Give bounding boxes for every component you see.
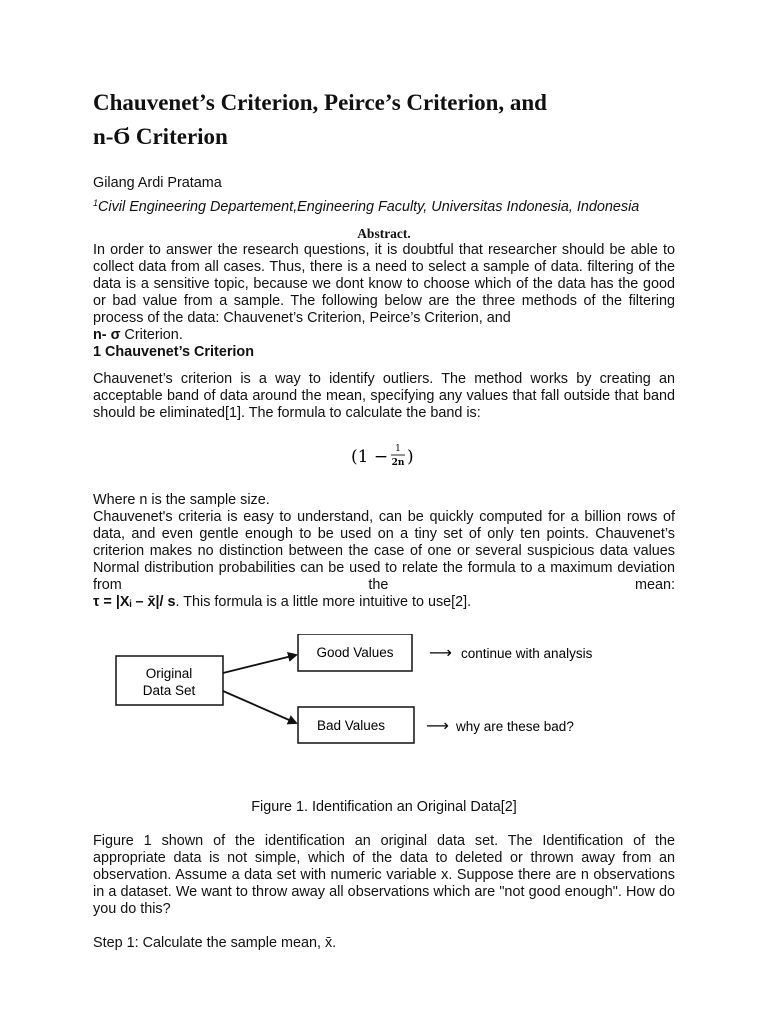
band-formula-graphic — [349, 436, 419, 476]
affiliation-superscript: 1 — [93, 198, 99, 208]
paragraph-3: Figure 1 shown of the identification an original data set. The Identification of the appropriate data is not simple, which of the data to deleted or thrown away from an observation. Assume a data set with numeric variable x. Suppose there are n observations in a dataset. We want to throw away all observations which are "not good enough". How do you do this? — [93, 833, 675, 917]
arrow-to-good-values — [223, 655, 296, 673]
paper-title — [93, 86, 675, 154]
arrow-to-bad-values — [223, 691, 296, 723]
affiliation-text: Civil Engineering Departement,Engineering Faculty, Universitas Indonesia, Indonesia — [98, 199, 640, 215]
abstract-n-sigma: n- σ — [93, 327, 121, 343]
document-page — [93, 86, 675, 952]
formula-denominator: 2n — [391, 458, 405, 468]
formula-open: (1 − — [351, 447, 389, 467]
bad-values-note: why are these bad? — [456, 719, 574, 734]
title-line-2: n-Ϭ Criterion — [93, 124, 228, 149]
abstract-heading: Abstract. — [357, 226, 411, 241]
tau-line — [93, 594, 675, 611]
figure-1-diagram — [93, 634, 675, 784]
good-note-arrow: ⟶ — [429, 643, 452, 662]
affiliation — [93, 199, 675, 216]
section-1-paragraph-1: Chauvenet’s criterion is a way to identify outliers. The method works by creating an acceptable band of data around the mean, specifying any values that fall outside that band should be eliminated[1]. The formula to calculate the band is: — [93, 371, 675, 421]
tau-formula: τ = |Xᵢ – x̄|/ s — [93, 594, 176, 610]
abstract-tail: Criterion. — [120, 327, 183, 343]
good-values-note: continue with analysis — [461, 646, 593, 661]
bad-note-arrow: ⟶ — [426, 716, 449, 735]
abstract-text: In order to answer the research questions, it is doubtful that researcher should be able to collect data from all cases. Thus, there is a need to select a sample of data. filtering of the data is a sensitive topic, because we dont know to choose which of the data has the good or bad value from a sample. The following below are the three methods of the filtering process of the data: Chauvenet’s Criterion, Peirce’s Criterion, and — [93, 242, 675, 326]
band-formula — [93, 436, 675, 482]
figure-1-caption: Figure 1. Identification an Original Data[2] — [251, 799, 517, 815]
formula-numerator: 1 — [395, 444, 401, 454]
bad-values-label: Bad Values — [316, 718, 386, 733]
section-1-paragraph-2: Chauvenet's criteria is easy to understand, can be quickly computed for a billion rows of data, and even gentle enough to be used on a tiny set of only ten points. Chauvenet’s criterion makes no distinction between the case of one or several suspicious data values Normal distribution probabilities can be used to relate the formula to a maximum deviation from the mean: — [93, 509, 675, 593]
where-line: Where n is the sample size. — [93, 492, 270, 508]
formula-close: ) — [407, 447, 414, 467]
title-line-1: Chauvenet’s Criterion, Peirce’s Criterion, and — [93, 90, 547, 115]
tau-tail: . This formula is a little more intuitive to use[2]. — [175, 594, 472, 610]
good-values-label: Good Values — [316, 645, 394, 660]
figure-1 — [93, 634, 675, 784]
author-name: Gilang Ardi Pratama — [93, 175, 222, 191]
original-data-set-label-2: Data Set — [142, 683, 196, 698]
spacer — [93, 918, 675, 935]
abstract-body — [93, 242, 675, 344]
step-1: Step 1: Calculate the sample mean, x̄. — [93, 935, 337, 951]
original-data-set-label-1: Original — [145, 666, 193, 681]
section-1-heading: 1 Chauvenet’s Criterion — [93, 344, 255, 360]
